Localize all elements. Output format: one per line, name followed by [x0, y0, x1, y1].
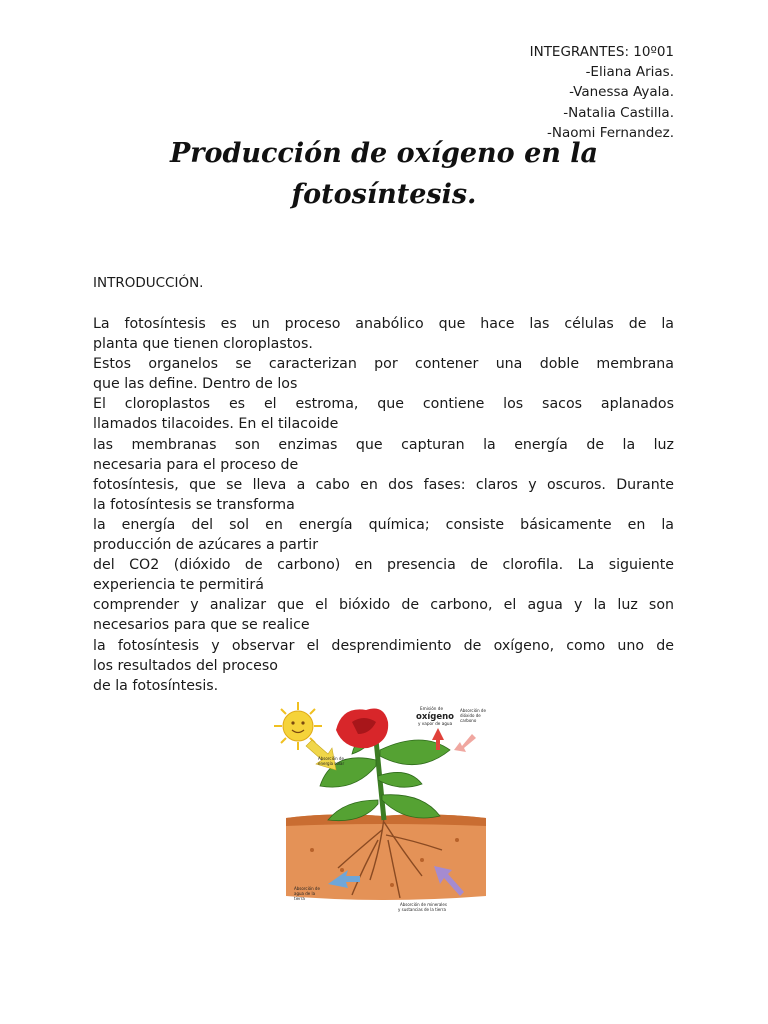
text-line: comprender y analizar que el bióxido de carbono, el agua y la luz son — [93, 597, 674, 614]
text-line: necesaria para el proceso de — [93, 456, 299, 473]
photosynthesis-illustration — [272, 700, 494, 918]
text-line: la fotosíntesis y observar el desprendimiento de oxígeno, como uno de — [93, 637, 674, 654]
water-label-3: tierra — [294, 896, 305, 901]
page-title — [0, 133, 768, 215]
text-line: Estos organelos se caracterizan por contener una doble membrana — [93, 356, 674, 373]
water-label-2: agua de la — [294, 891, 316, 896]
minerals-label-2: y sustancias de la tierra — [398, 907, 446, 912]
text-line: que las define. Dentro de los — [93, 376, 298, 393]
co2-label-3: carbono — [460, 718, 477, 723]
text-line: los resultados del proceso — [93, 657, 278, 674]
water-label-1: Absorción de — [294, 886, 320, 891]
co2-label-1: Absorción de — [460, 708, 486, 713]
team-member: -Vanessa Ayala. — [569, 84, 674, 101]
text-line: fotosíntesis, que se lleva a cabo en dos fases: claros y oscuros. Durante — [93, 476, 674, 493]
text-line: La fotosíntesis es un proceso anabólico que hace las células de la — [93, 316, 674, 332]
solar-label-1: Absorción de — [318, 756, 344, 761]
text-line: El cloroplastos es el estroma, que contiene los sacos aplanados — [93, 396, 674, 413]
plant-diagram — [272, 700, 494, 918]
text-line: del CO2 (dióxido de carbono) en presencia de clorofila. La siguiente — [93, 557, 674, 574]
text-line: planta que tienen cloroplastos. — [93, 336, 313, 353]
text-line: las membranas son enzimas que capturan la energía de la luz — [93, 436, 674, 453]
title-line: Producción de oxígeno en la — [169, 138, 599, 169]
text-line: necesarios para que se realice — [93, 617, 310, 634]
team-member: -Naomi Fernandez. — [547, 124, 674, 141]
introduction-text — [93, 314, 674, 696]
co2-label-2: dióxido de — [460, 713, 481, 718]
minerals-label-1: Absorción de minerales — [400, 902, 447, 907]
team-heading: INTEGRANTES: 10º01 — [529, 44, 674, 60]
oxygen-label-1: Emisión de — [420, 706, 444, 711]
solar-label-2: energía solar — [318, 761, 345, 766]
text-line: la energía del sol en energía química; consiste básicamente en la — [93, 516, 674, 533]
text-line: la fotosíntesis se transforma — [93, 496, 295, 513]
title-line: fotosíntesis. — [291, 179, 477, 210]
team-member: -Eliana Arias. — [585, 64, 674, 81]
text-line: experiencia te permitirá — [93, 577, 264, 594]
team-members — [530, 42, 674, 143]
text-line: llamados tilacoides. En el tilacoide — [93, 416, 339, 433]
oxygen-label-3: y vapor de agua — [418, 721, 453, 726]
text-line: de la fotosíntesis. — [93, 677, 219, 694]
team-member: -Natalia Castilla. — [563, 104, 674, 121]
oxygen-label-big: oxígeno — [416, 712, 454, 722]
section-heading: INTRODUCCIÓN. — [93, 275, 204, 291]
text-line: producción de azúcares a partir — [93, 537, 319, 554]
